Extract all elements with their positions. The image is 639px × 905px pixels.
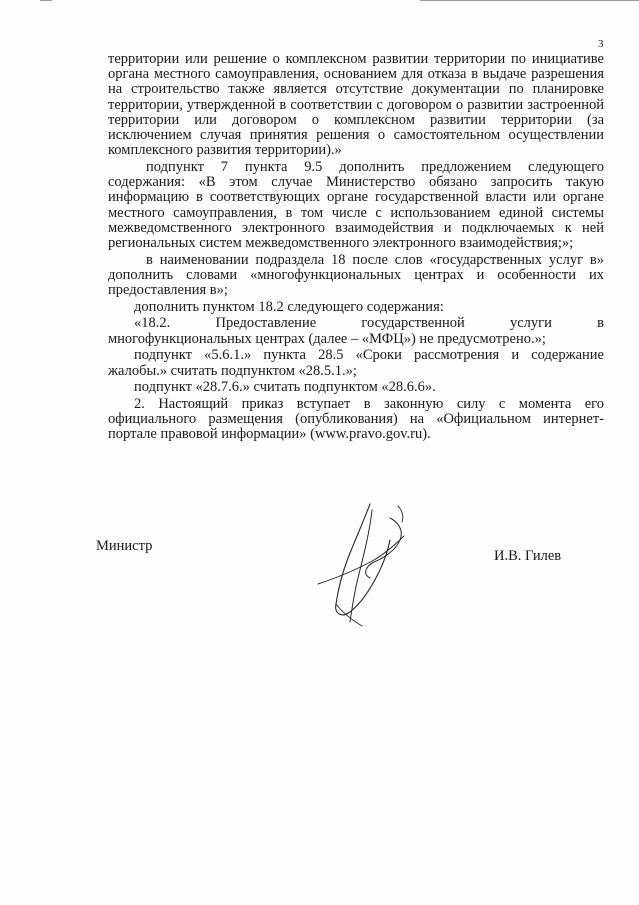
signatory-title: Министр (96, 538, 153, 554)
page-number: 3 (598, 38, 604, 50)
paragraph-subitem-28-7-6: подпункт «28.7.6.» считать подпунктом «28.6.6». (134, 379, 436, 396)
paragraph-18-2-line1: «18.2. Предоставление государственной услуги в (134, 315, 604, 332)
signatory-name: И.В. Гилев (494, 548, 562, 564)
paragraph-add-18-2: дополнить пунктом 18.2 следующего содержания: (134, 298, 444, 315)
scan-edge-mark-right (420, 0, 639, 1)
paragraph-subitem-7: подпункт 7 пункта 9.5 дополнить предложением следующего содержания: «В этом случае Министерство обязано запросить такую информацию в соответствующих органе государственной власти или органе местного самоуправления, в том числе с использованием единой системы межведомственного электронного взаимодействия и подключаемых к ней региональных систем межведомственного электронного взаимодействия;»; (108, 158, 604, 251)
scan-edge-mark-left (40, 0, 52, 1)
document-body (108, 52, 604, 444)
paragraph-18-2-line2: многофункциональных центрах (далее – «МФЦ») не предусмотрено.»; (108, 330, 546, 347)
paragraph-subsection-18-title: в наименовании подраздела 18 после слов «государственных услуг в» дополнить словами «многофункциональных центрах и особенности их предоставления в»; (108, 251, 604, 299)
paragraph-point-2: 2. Настоящий приказ вступает в законную силу с момента его официального размещения (опубликования) на «Официальном интернет-портале правовой информации» (www.pravo.gov.ru). (108, 395, 604, 443)
handwritten-signature (312, 500, 422, 635)
paragraph-continuation: территории или решение о комплексном развитии территории по инициативе органа местного самоуправления, основанием для отказа в выдаче разрешения на строительство также является отсутствие документации по планировке территории, утвержденной в соответствии с договором о развитии застроенной территории или договором о комплексном развитии территории (за исключением случая принятия решения о самостоятельном осуществлении комплексного развития территории).» (108, 51, 604, 159)
paragraph-subitem-5-6-1: подпункт «5.6.1.» пункта 28.5 «Сроки рассмотрения и содержание жалобы.» считать подпунктом «28.5.1.»; (108, 347, 604, 379)
